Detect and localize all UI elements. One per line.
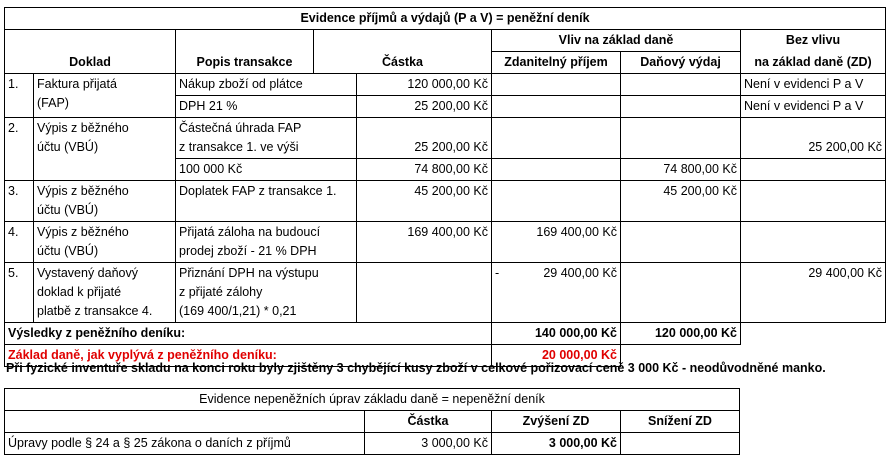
header-snizeni: Snížení ZD [621, 411, 740, 433]
row-doklad: Výpis z běžného účtu (VBÚ) [34, 222, 176, 263]
row-zdanitelny [492, 263, 621, 323]
header-zvyseni: Zvýšení ZD [492, 411, 621, 433]
row-castka: 45 200,00 Kč [414, 184, 488, 198]
row-number: 5. [5, 263, 34, 323]
row-doklad: Vystavený daňový doklad k přijaté platbě z transakce 4. [34, 263, 176, 323]
inventory-note: Při fyzické inventuře skladu na konci roku byly zjištěny 3 chybějící kusy zboží v celkové pořizovací ceně 3 000 Kč - neodůvodněné manko. [6, 361, 826, 375]
row-zdanitelny: 169 400,00 Kč [492, 222, 621, 263]
row-danovy: 74 800,00 Kč [621, 159, 741, 181]
row-doklad: Výpis z běžného účtu (VBÚ) [34, 181, 176, 222]
row-doklad: Výpis z běžného účtu (VBÚ) [34, 118, 176, 181]
row-castka: 25 200,00 Kč [414, 99, 488, 113]
tax-base-label: Základ daně, jak vyplývá z peněžního deníku: [5, 345, 492, 367]
adjustment-zvyseni: 3 000,00 Kč [492, 433, 621, 455]
row-popis: Doplatek FAP z transakce 1. [176, 181, 357, 221]
header-castka-2: Částka [365, 411, 492, 433]
noncash-journal-title: Evidence nepeněžních úprav základu daně = nepeněžní deník [5, 389, 740, 411]
row-castka: 169 400,00 Kč [407, 225, 488, 239]
row-popis: DPH 21 % [176, 96, 357, 117]
adjustment-castka: 3 000,00 Kč [365, 433, 492, 455]
row-castka: 120 000,00 Kč [407, 77, 488, 91]
header-popis: Popis transakce [176, 52, 314, 74]
row-zdanitelny-value: 29 400,00 Kč [543, 266, 617, 280]
header-bez-vlivu-1: Bez vlivu [741, 30, 886, 52]
noncash-journal-table [4, 388, 740, 455]
header-bez-vlivu-2: na základ daně (ZD) [741, 52, 886, 74]
row-number: 3. [5, 181, 34, 222]
row-popis: Nákup zboží od plátce [176, 74, 357, 95]
row-castka [357, 263, 492, 322]
table-row [5, 222, 886, 263]
table-row [5, 118, 886, 159]
row-castka: 74 800,00 Kč [414, 162, 488, 176]
cash-journal-body [4, 7, 886, 367]
header-danovy: Daňový výdaj [621, 52, 741, 74]
adjustment-label: Úpravy podle § 24 a § 25 zákona o daních z příjmů [5, 433, 365, 455]
row-castka: 25 200,00 Kč [414, 140, 488, 154]
row-number: 2. [5, 118, 34, 181]
header-castka: Částka [314, 52, 492, 74]
adjustment-snizeni [621, 433, 740, 455]
minus-sign: - [495, 266, 500, 280]
results-danovy: 120 000,00 Kč [621, 323, 741, 345]
results-row [5, 323, 886, 345]
row-bez-vlivu: 25 200,00 Kč [741, 118, 886, 159]
header-vliv: Vliv na základ daně [492, 30, 741, 52]
header-zdanitelny: Zdanitelný příjem [492, 52, 621, 74]
row-number: 1. [5, 74, 34, 118]
row-popis: Přijatá záloha na budoucí prodej zboží - 21 % DPH [176, 222, 357, 262]
row-popis: Částečná úhrada FAP z transakce 1. ve výši [176, 118, 357, 158]
row-doklad: Faktura přijatá (FAP) [34, 74, 176, 118]
row-number: 4. [5, 222, 34, 263]
tax-base-value: 20 000,00 Kč [492, 345, 621, 367]
table-row [5, 74, 886, 96]
cash-journal-title: Evidence příjmů a výdajů (P a V) = peněžní deník [5, 8, 886, 30]
row-popis: Přiznání DPH na výstupu z přijaté zálohy (169 400/1,21) * 0,21 [176, 263, 357, 322]
results-zdanitelny: 140 000,00 Kč [492, 323, 621, 345]
row-danovy: 45 200,00 Kč [621, 181, 741, 222]
header-doklad: Doklad [5, 52, 176, 74]
row-bez-vlivu: Není v evidenci P a V [741, 74, 886, 96]
results-label: Výsledky z peněžního deníku: [5, 323, 492, 345]
table-row [5, 433, 740, 455]
table-row [5, 263, 886, 323]
row-bez-vlivu: 29 400,00 Kč [741, 263, 886, 323]
row-bez-vlivu: Není v evidenci P a V [741, 96, 886, 118]
table-row [5, 181, 886, 222]
row-popis: 100 000 Kč [176, 159, 357, 180]
